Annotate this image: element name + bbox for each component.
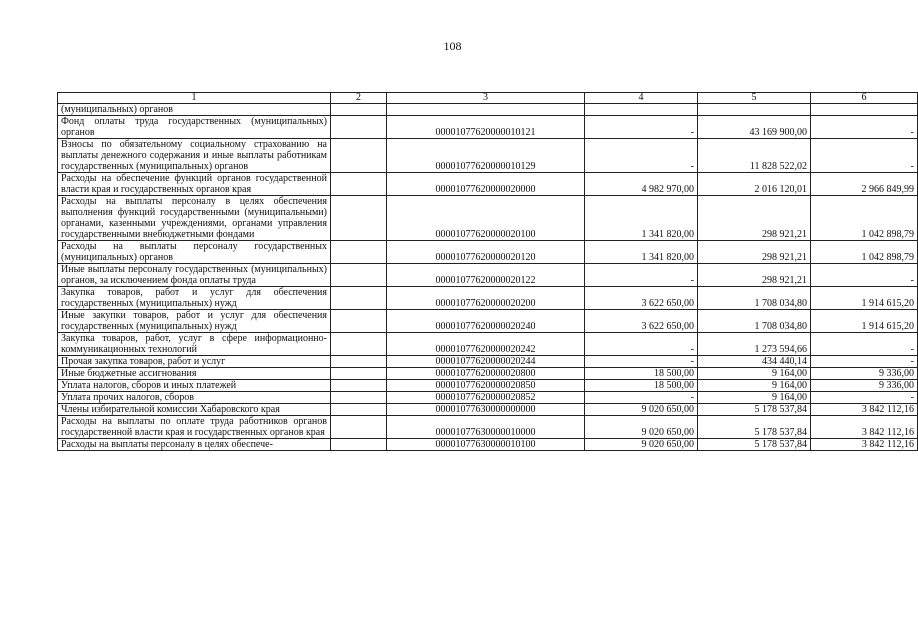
column-header: 1 bbox=[58, 93, 331, 104]
row-empty-cell bbox=[331, 439, 387, 451]
row-value-col4: 9 020 650,00 bbox=[585, 439, 698, 451]
row-empty-cell bbox=[331, 196, 387, 241]
row-value-col4: 1 341 820,00 bbox=[585, 241, 698, 264]
row-code-cell: 00001077620000020100 bbox=[387, 196, 585, 241]
row-empty-cell bbox=[331, 380, 387, 392]
row-value-col4: - bbox=[585, 333, 698, 356]
row-name-cell: Расходы на обеспечение функций органов государственной власти края и государственных органов края bbox=[58, 173, 331, 196]
row-empty-cell bbox=[331, 310, 387, 333]
row-code-cell: 00001077620000020120 bbox=[387, 241, 585, 264]
row-name-cell: Иные бюджетные ассигнования bbox=[58, 368, 331, 380]
table-row bbox=[58, 196, 918, 241]
row-name-cell: Расходы на выплаты персоналу в целях обеспече- bbox=[58, 439, 331, 451]
row-code-cell bbox=[387, 104, 585, 116]
row-value-col5: 1 273 594,66 bbox=[698, 333, 811, 356]
row-empty-cell bbox=[331, 173, 387, 196]
row-value-col5: 1 708 034,80 bbox=[698, 310, 811, 333]
row-value-col5: 298 921,21 bbox=[698, 241, 811, 264]
table-row bbox=[58, 392, 918, 404]
row-value-col6: 2 966 849,99 bbox=[811, 173, 918, 196]
row-name-cell: Члены избирательной комиссии Хабаровского края bbox=[58, 404, 331, 416]
row-value-col6: 9 336,00 bbox=[811, 380, 918, 392]
row-value-col5 bbox=[698, 104, 811, 116]
row-value-col6: 1 914 615,20 bbox=[811, 287, 918, 310]
table-row bbox=[58, 333, 918, 356]
table-row bbox=[58, 287, 918, 310]
row-value-col4: 1 341 820,00 bbox=[585, 196, 698, 241]
table-row bbox=[58, 380, 918, 392]
row-name-cell: Закупка товаров, работ, услуг в сфере информационно-коммуникационных технологий bbox=[58, 333, 331, 356]
row-name-cell: Расходы на выплаты персоналу в целях обеспечения выполнения функций государственными (муниципальными) органами, казенными учреждениями, органами управления государственными внебюджетными фондами bbox=[58, 196, 331, 241]
row-value-col4: 4 982 970,00 bbox=[585, 173, 698, 196]
row-empty-cell bbox=[331, 392, 387, 404]
table-row bbox=[58, 310, 918, 333]
row-value-col6: 3 842 112,16 bbox=[811, 416, 918, 439]
row-value-col5: 434 440,14 bbox=[698, 356, 811, 368]
row-value-col4: 3 622 650,00 bbox=[585, 287, 698, 310]
row-value-col5: 5 178 537,84 bbox=[698, 439, 811, 451]
row-value-col5: 9 164,00 bbox=[698, 368, 811, 380]
row-code-cell: 00001077620000020122 bbox=[387, 264, 585, 287]
row-value-col6: 1 914 615,20 bbox=[811, 310, 918, 333]
row-value-col5: 5 178 537,84 bbox=[698, 416, 811, 439]
row-code-cell: 00001077620000020850 bbox=[387, 380, 585, 392]
row-value-col6: 3 842 112,16 bbox=[811, 404, 918, 416]
row-name-cell: Расходы на выплаты по оплате труда работников органов государственной власти края и государственных органов края bbox=[58, 416, 331, 439]
row-code-cell: 00001077620000020800 bbox=[387, 368, 585, 380]
row-name-cell: Иные закупки товаров, работ и услуг для обеспечения государственных (муниципальных) нужд bbox=[58, 310, 331, 333]
row-value-col4: 18 500,00 bbox=[585, 380, 698, 392]
column-header: 5 bbox=[698, 93, 811, 104]
row-value-col4: 3 622 650,00 bbox=[585, 310, 698, 333]
row-name-cell: Иные выплаты персоналу государственных (муниципальных) органов, за исключением фонда оплаты труда bbox=[58, 264, 331, 287]
table-row bbox=[58, 368, 918, 380]
row-empty-cell bbox=[331, 264, 387, 287]
row-name-cell: Закупка товаров, работ и услуг для обеспечения государственных (муниципальных) нужд bbox=[58, 287, 331, 310]
row-name-cell: Уплата налогов, сборов и иных платежей bbox=[58, 380, 331, 392]
row-value-col6: 1 042 898,79 bbox=[811, 241, 918, 264]
row-code-cell: 00001077620000020000 bbox=[387, 173, 585, 196]
row-value-col4: 9 020 650,00 bbox=[585, 404, 698, 416]
row-code-cell: 00001077620000020200 bbox=[387, 287, 585, 310]
row-empty-cell bbox=[331, 404, 387, 416]
table-row bbox=[58, 416, 918, 439]
column-header: 3 bbox=[387, 93, 585, 104]
row-value-col4: - bbox=[585, 139, 698, 173]
row-empty-cell bbox=[331, 368, 387, 380]
row-value-col5: 298 921,21 bbox=[698, 196, 811, 241]
row-empty-cell bbox=[331, 333, 387, 356]
row-value-col6: - bbox=[811, 264, 918, 287]
row-name-cell: Прочая закупка товаров, работ и услуг bbox=[58, 356, 331, 368]
row-name-cell: Расходы на выплаты персоналу государственных (муниципальных) органов bbox=[58, 241, 331, 264]
row-name-cell: Взносы по обязательному социальному страхованию на выплаты денежного содержания и иные выплаты работникам государственных (муниципальных) органов bbox=[58, 139, 331, 173]
row-value-col4 bbox=[585, 104, 698, 116]
row-value-col4: - bbox=[585, 264, 698, 287]
page-number: 108 bbox=[443, 39, 462, 53]
row-value-col5: 43 169 900,00 bbox=[698, 116, 811, 139]
row-value-col4: - bbox=[585, 392, 698, 404]
row-value-col6: - bbox=[811, 116, 918, 139]
row-empty-cell bbox=[331, 241, 387, 264]
row-value-col5: 298 921,21 bbox=[698, 264, 811, 287]
row-code-cell: 00001077630000000000 bbox=[387, 404, 585, 416]
row-empty-cell bbox=[331, 356, 387, 368]
row-code-cell: 00001077620000020242 bbox=[387, 333, 585, 356]
row-code-cell: 00001077630000010100 bbox=[387, 439, 585, 451]
row-name-cell: (муниципальных) органов bbox=[58, 104, 331, 116]
row-value-col4: - bbox=[585, 116, 698, 139]
row-value-col6 bbox=[811, 104, 918, 116]
row-code-cell: 00001077620000010129 bbox=[387, 139, 585, 173]
row-code-cell: 00001077620000020244 bbox=[387, 356, 585, 368]
table-row bbox=[58, 241, 918, 264]
column-header: 2 bbox=[331, 93, 387, 104]
budget-table bbox=[57, 92, 918, 451]
row-value-col6: - bbox=[811, 333, 918, 356]
row-value-col5: 9 164,00 bbox=[698, 380, 811, 392]
row-value-col6: 1 042 898,79 bbox=[811, 196, 918, 241]
row-value-col5: 11 828 522,02 bbox=[698, 139, 811, 173]
row-code-cell: 00001077630000010000 bbox=[387, 416, 585, 439]
row-value-col5: 5 178 537,84 bbox=[698, 404, 811, 416]
row-code-cell: 00001077620000020852 bbox=[387, 392, 585, 404]
table-row bbox=[58, 139, 918, 173]
row-empty-cell bbox=[331, 104, 387, 116]
row-name-cell: Фонд оплаты труда государственных (муниципальных) органов bbox=[58, 116, 331, 139]
row-code-cell: 00001077620000020240 bbox=[387, 310, 585, 333]
row-value-col5: 9 164,00 bbox=[698, 392, 811, 404]
row-value-col6: - bbox=[811, 356, 918, 368]
table-row bbox=[58, 264, 918, 287]
row-value-col4: - bbox=[585, 356, 698, 368]
table-row bbox=[58, 116, 918, 139]
row-empty-cell bbox=[331, 416, 387, 439]
row-value-col5: 2 016 120,01 bbox=[698, 173, 811, 196]
column-header: 6 bbox=[811, 93, 918, 104]
row-empty-cell bbox=[331, 116, 387, 139]
table-row bbox=[58, 104, 918, 116]
row-name-cell: Уплата прочих налогов, сборов bbox=[58, 392, 331, 404]
column-header: 4 bbox=[585, 93, 698, 104]
header-row bbox=[58, 93, 918, 104]
row-value-col4: 18 500,00 bbox=[585, 368, 698, 380]
row-value-col6: - bbox=[811, 139, 918, 173]
row-value-col4: 9 020 650,00 bbox=[585, 416, 698, 439]
row-value-col5: 1 708 034,80 bbox=[698, 287, 811, 310]
row-value-col6: 9 336,00 bbox=[811, 368, 918, 380]
row-value-col6: - bbox=[811, 392, 918, 404]
table-row bbox=[58, 173, 918, 196]
row-empty-cell bbox=[331, 287, 387, 310]
table-row bbox=[58, 439, 918, 451]
table-row bbox=[58, 356, 918, 368]
table-row bbox=[58, 404, 918, 416]
row-empty-cell bbox=[331, 139, 387, 173]
row-code-cell: 00001077620000010121 bbox=[387, 116, 585, 139]
row-value-col6: 3 842 112,16 bbox=[811, 439, 918, 451]
